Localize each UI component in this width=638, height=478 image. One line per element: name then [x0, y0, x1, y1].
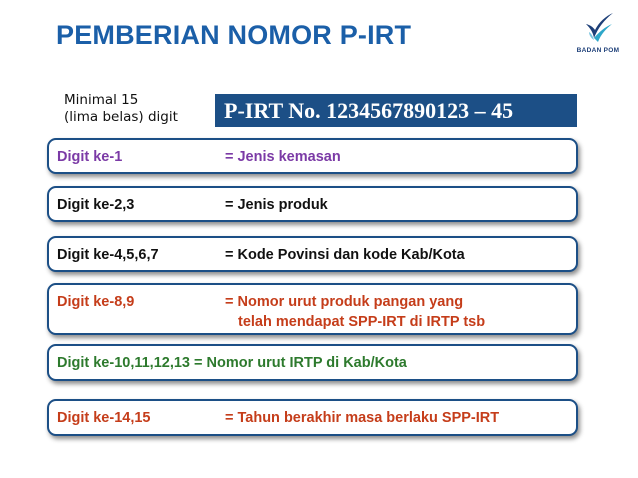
minimal-digit-note [64, 92, 178, 126]
digit-row-14-15 [47, 399, 578, 436]
digit-label: Digit ke-1 [57, 149, 123, 165]
digit-label: Digit ke-4,5,6,7 [57, 247, 159, 263]
page-title: PEMBERIAN NOMOR P-IRT [56, 20, 412, 50]
digit-label: Digit ke-8,9 [57, 294, 135, 310]
digit-row-1 [47, 138, 578, 174]
digit-row-8-9 [47, 283, 578, 335]
digit-row-4-7 [47, 236, 578, 272]
digit-meaning: = Kode Povinsi dan kode Kab/Kota [225, 247, 465, 263]
digit-meaning: = Tahun berakhir masa berlaku SPP-IRT [225, 410, 500, 426]
badan-pom-logo [572, 10, 624, 62]
minimal-line-2: (lima belas) digit [64, 109, 178, 125]
minimal-line-1: Minimal 15 [64, 92, 139, 108]
digit-row-2-3 [47, 186, 578, 222]
digit-meaning: = Nomor urut produk pangan yang [225, 294, 464, 310]
digit-meaning: = Jenis kemasan [225, 149, 341, 165]
digit-row-10-13 [47, 344, 578, 381]
logo-text: BADAN POM [576, 47, 620, 54]
pirt-number-banner: P-IRT No. 1234567890123 – 45 [215, 94, 577, 127]
digit-meaning: = Jenis produk [225, 197, 328, 213]
digit-meaning-continued: telah mendapat SPP-IRT di IRTP tsb [238, 314, 486, 330]
digit-label: Digit ke-14,15 [57, 410, 151, 426]
badan-pom-logo-icon [580, 10, 616, 46]
digit-description: Digit ke-10,11,12,13 = Nomor urut IRTP di Kab/Kota [57, 355, 407, 371]
digit-label: Digit ke-2,3 [57, 197, 135, 213]
